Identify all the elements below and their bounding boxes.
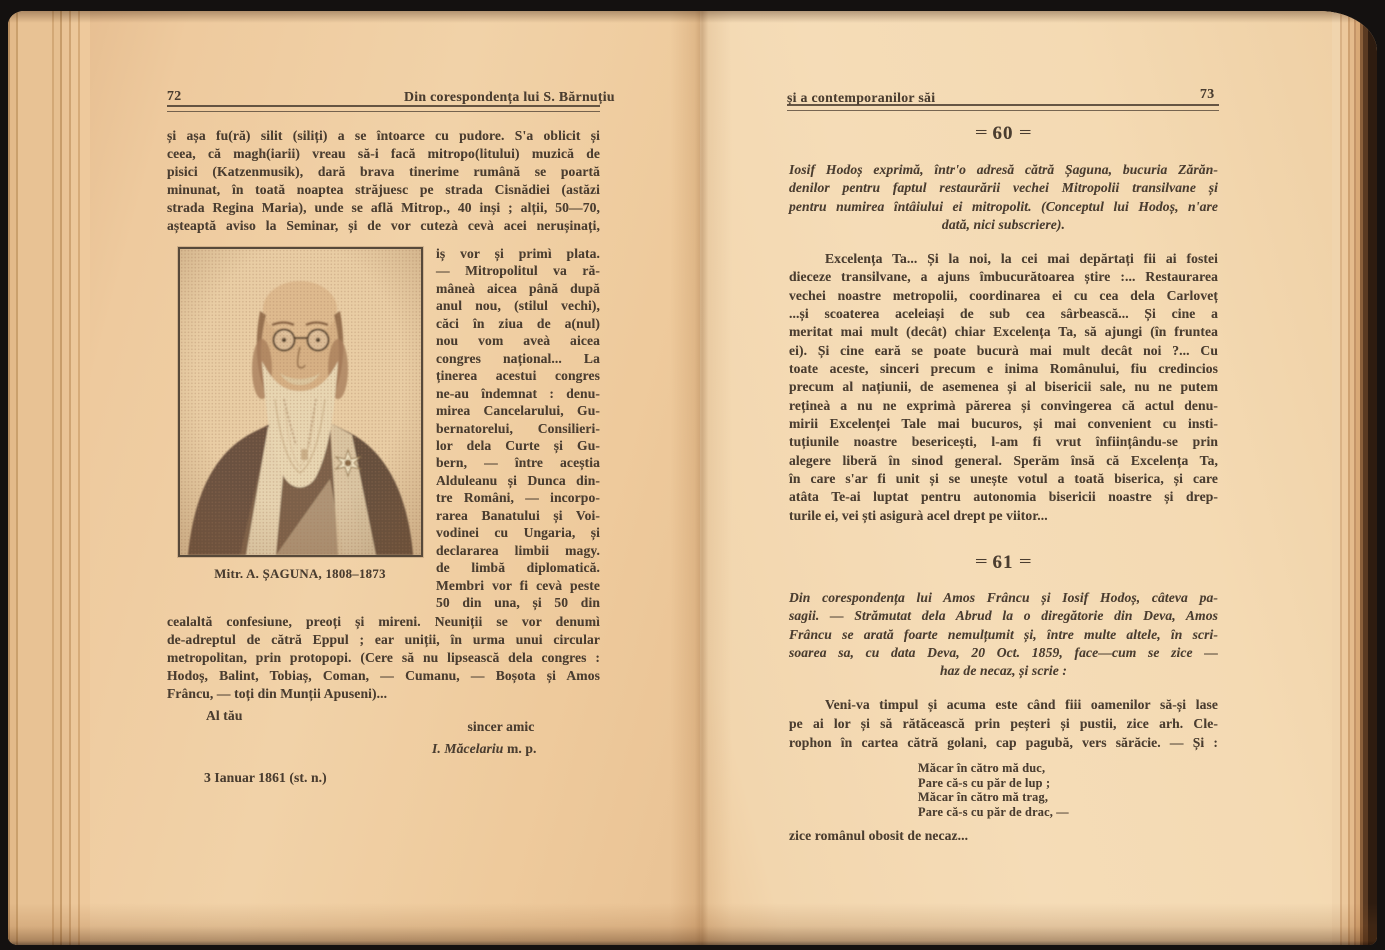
text-line: vodinei cu Ungaria, și <box>436 525 600 541</box>
text-line: Veni-va timpul și acuma este când fiii oamenilor să-și lase <box>825 697 1218 712</box>
text-line: ceea, că magh(iarii) vreau să-i facă mitropo(litului) muzică de <box>167 145 600 161</box>
text-line: dată, nici subscriere). <box>941 216 1066 232</box>
text-line: și așa fu(ră) silit (siliți) a se întoarce cu pudore. S'a oblicit și <box>167 128 600 143</box>
text-line: Din corespondența lui Amos Frâncu și Iosif Hodoș, câteva pa- <box>789 590 1218 605</box>
text-line: Pare că-s cu păr de lup ; <box>918 775 1051 790</box>
text-line: căci în ziua de a(nul) <box>436 315 600 331</box>
text-line: tuțiunile noastre besericești, l-am fi vrut înființându-se prin <box>789 434 1218 450</box>
text-line: 50 din una, și 50 din <box>436 595 600 611</box>
text-line: Excelența Ta... Și la noi, la cei mai depărtați fii ai fostei <box>825 251 1218 266</box>
section-60-body <box>789 250 1218 525</box>
text-line: de-adreptul de cătră Eppul ; ear uniții, în urma unui circular <box>167 632 600 648</box>
text-line: toate aceste, sinceri precum e inima Românului, fiu credincios <box>789 361 1218 377</box>
text-line: anul nou, (stilul vechi), <box>436 298 600 314</box>
text-line: ținerea acestui congres <box>436 368 600 384</box>
section-60-heading <box>788 123 1218 145</box>
text-line: tre Români, — incorpo- <box>436 490 600 506</box>
verse-block <box>918 761 1118 819</box>
text-line: mirii Excelenței Tale mai bucuros, și mai convenient cu insti- <box>789 416 1218 432</box>
section-61-heading <box>788 552 1218 574</box>
text-line: nou vom aveà aicea <box>436 333 600 349</box>
text-line: cealaltă confesiune, preoți și mireni. Neuniții se vor denumì <box>167 614 600 629</box>
text-line: alegere liberă în sinod general. Sperăm însă că Excelența Ta, <box>789 452 1218 468</box>
text-line: metropolitan, prin protopopi. (Cere să nu lipsească dela congres : <box>167 650 600 666</box>
left-column-paragraph <box>436 245 600 612</box>
text-line: bern, — între aceștia <box>436 455 600 471</box>
text-line: rarea Banatului și Voi- <box>436 507 600 523</box>
text-line: precum al națiunii, de asemenea și al bisericii sale, nu ne putem <box>789 379 1218 395</box>
section-60-number: 60 <box>992 123 1014 144</box>
text-line: vechei noastre metropolii, coordinarea ei cu cea dela Carloveț <box>789 287 1218 303</box>
text-line: pe ai lor și să rătăcească prin peșteri și pustii, zice arh. Cle- <box>789 716 1218 731</box>
text-line: sagii. — Strămutat dela Abrud la o diregătorie din Deva, Amos <box>789 608 1218 624</box>
text-line: dieceze transilvane, a ajuns îmbucurătoarea știre :... Restaurarea <box>789 269 1218 285</box>
verse-closing-line: zice românul obosit de necaz... <box>789 828 969 843</box>
text-line: rophon în cartea cătră golani, cap pagubă, vers sărăcie. — Și : <box>789 735 1218 750</box>
portrait-caption: Mitr. A. ȘAGUNA, 1808–1873 <box>214 567 386 581</box>
closing-salutation: Al tău <box>206 708 243 723</box>
text-line: ei). Și cine eară se poate bucurà mai mult decât noi ?... Cu <box>789 342 1218 358</box>
section-61-body <box>789 695 1218 752</box>
text-line: mirea Cancelarului, Gu- <box>436 403 600 419</box>
text-line: Membri vor fi cevà peste <box>436 577 600 593</box>
text-line: Hodoș, Balint, Tobiaș, Coman, — Cumanu, — Boșota și Amos <box>167 668 600 684</box>
text-line: bernatorelui, Consilieri- <box>436 420 600 436</box>
text-line: atâta Te-ai luptat pentru autonomia bisericii noastre și drep- <box>789 489 1218 505</box>
portrait-photo-saguna <box>178 247 423 557</box>
text-line: rețineà a nu ne exprimà părerea și convingerea că actul denu- <box>789 397 1218 413</box>
text-line: mâneà aicea până după <box>436 280 600 296</box>
text-line: strada Regina Maria), unde se află Mitrop., 40 inși ; alții, 50—70, <box>167 199 600 215</box>
left-intro-paragraph <box>167 127 600 234</box>
text-line: turile ei, vei ști asigurà acel drept pe viitor... <box>789 507 1048 523</box>
text-line: Frâncu se arată foarte nemulțumit și, între multe altele, în scri- <box>789 626 1218 642</box>
right-page-number: 73 <box>1200 86 1215 101</box>
text-line: Măcar în cătro mă trag, <box>918 790 1049 805</box>
text-line: Alduleanu și Dunca din- <box>436 472 600 488</box>
heading-decoration: = <box>974 554 988 570</box>
left-continuation-paragraph <box>167 613 600 703</box>
heading-decoration: = <box>1018 125 1032 141</box>
heading-decoration: = <box>974 125 988 141</box>
text-line: Frâncu, — toți din Munții Apuseni)... <box>167 686 388 702</box>
text-line: declararea limbii magy. <box>436 542 600 558</box>
right-header-rule <box>787 104 1219 111</box>
signature-intro: sincer amic <box>467 719 535 734</box>
signature-line <box>432 741 537 757</box>
text-line: soarea sa, cu data Deva, 20 Oct. 1859, face—cum se zice — <box>789 644 1218 660</box>
text-line: ...și scoaterea aceleiași de sub cea sârbească... Și cine a <box>789 306 1218 322</box>
text-line: haz de necaz, și scrie : <box>939 663 1067 679</box>
section-60-summary <box>789 161 1218 234</box>
signature-suffix: m. p. <box>506 741 537 756</box>
text-line: minunat, în toată noaptea străjuesc pe strada Cisnădiei (astăzi <box>167 181 600 197</box>
text-line: denilor pentru faptul restaurării vechei Mitropolii transilvane și <box>789 180 1218 196</box>
portrait-illustration <box>180 249 421 555</box>
text-line: pentru numirea întâiului ei mitropolit. (Conceptul lui Hodoș, n'are <box>789 198 1218 214</box>
section-61-number: 61 <box>992 552 1014 573</box>
dateline: 3 Ianuar 1861 (st. n.) <box>204 770 327 785</box>
text-line: în care s'ar fi unit și se unește votul a toată biserica, și care <box>789 471 1218 487</box>
text-line: Iosif Hodoș exprimă, într'o adresă cătră Șaguna, bucuria Zărăn- <box>789 162 1218 177</box>
text-line: — Mitropolitul va ră- <box>436 263 600 279</box>
text-line: lor dela Curte și Gu- <box>436 437 600 453</box>
text-line: Măcar în cătro mă duc, <box>918 761 1046 775</box>
left-page-number: 72 <box>167 88 182 103</box>
text-line: congres național... La <box>436 350 600 366</box>
text-line: iș vor și primì plata. <box>436 246 600 261</box>
signature-name: I. Măcelariu <box>432 741 504 756</box>
text-line: așteaptă aviso la Seminar, și de vor cutezà cevà acei nerușinați, <box>167 217 600 233</box>
right-running-header: și a contemporanilor săi <box>787 90 936 105</box>
left-running-header: Din corespondența lui S. Bărnuțiu <box>404 89 615 104</box>
text-line: Pare că-s cu păr de drac, — <box>918 804 1069 819</box>
left-header-rule <box>167 105 600 112</box>
text-line: meritat mai mult (decât) chiar Excelența Ta, să ajungi (în fruntea <box>789 324 1218 340</box>
text-line: ne-au îndemnat : denu- <box>436 385 600 401</box>
text-line: pisici (Katzenmusik), dară brava tinerime rumână se poartă <box>167 163 600 179</box>
section-61-summary <box>789 589 1218 680</box>
heading-decoration: = <box>1018 554 1032 570</box>
text-line: de limbă diplomatică. <box>436 560 600 576</box>
